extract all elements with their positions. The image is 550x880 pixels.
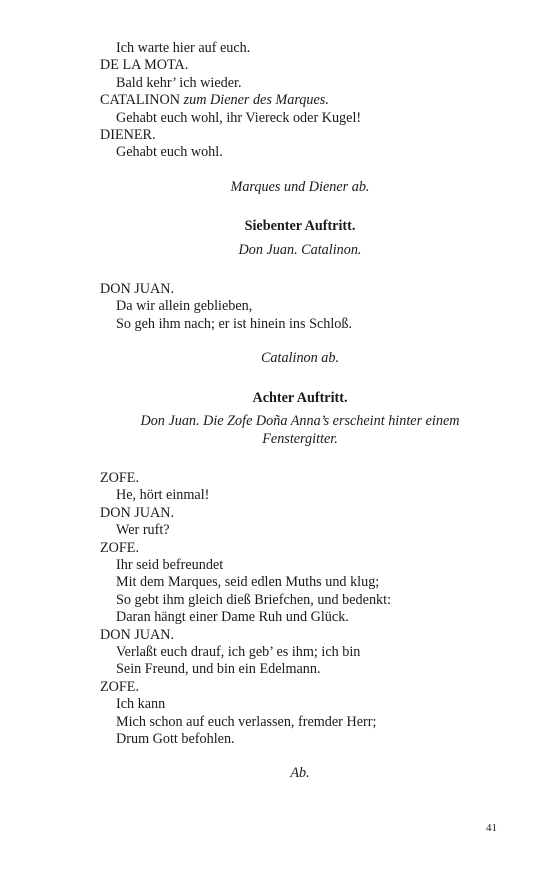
speaker-name: DON JUAN. bbox=[100, 281, 175, 298]
verse-line: He, hört einmal! bbox=[116, 487, 210, 504]
verse-line: Mich schon auf euch verlassen, fremder Herr; bbox=[116, 713, 377, 730]
scene-heading: Achter Auftritt. bbox=[252, 389, 348, 406]
verse-line: Verlaßt euch drauf, ich geb’ es ihm; ich bin bbox=[116, 643, 361, 660]
verse-line: Bald kehr’ ich wieder. bbox=[116, 74, 242, 91]
speaker-name: DON JUAN. bbox=[100, 626, 175, 643]
verse-line: Gehabt euch wohl. bbox=[116, 144, 223, 161]
verse-line: Wer ruft? bbox=[116, 522, 170, 539]
verse-line: Ihr seid befreundet bbox=[116, 556, 224, 573]
speaker-name: ZOFE. bbox=[100, 678, 140, 695]
stage-direction: Ab. bbox=[290, 765, 310, 782]
verse-line: Drum Gott befohlen. bbox=[116, 731, 235, 747]
stage-direction: Marques und Diener ab. bbox=[230, 178, 370, 195]
verse-line: Daran hängt einer Dame Ruh und Glück. bbox=[116, 609, 349, 626]
page-number: 41 bbox=[486, 822, 497, 834]
speaker-name: ZOFE. bbox=[100, 539, 140, 556]
play-text bbox=[100, 40, 500, 783]
speaker-name: ZOFE. bbox=[100, 469, 140, 486]
verse-line: Ich warte hier auf euch. bbox=[116, 40, 251, 56]
scene-characters: Don Juan. Catalinon. bbox=[238, 241, 362, 258]
speaker-with-direction bbox=[100, 92, 500, 109]
speaker-name: DIENER. bbox=[100, 127, 156, 144]
speaker-name: CATALINON bbox=[100, 92, 181, 109]
stage-direction-inline: zum Diener des Marques. bbox=[183, 92, 329, 109]
verse-line: Da wir allein geblieben, bbox=[116, 298, 253, 315]
stage-direction: Catalinon ab. bbox=[260, 350, 340, 367]
scene-characters: Don Juan. Die Zofe Doña Anna’s erscheint hinter einem Fenstergitter. bbox=[140, 413, 460, 447]
verse-line: So geh ihm nach; er ist hinein ins Schloß. bbox=[116, 315, 353, 332]
verse-line: So gebt ihm gleich dieß Briefchen, und bedenkt: bbox=[116, 591, 392, 608]
verse-line: Ich kann bbox=[116, 696, 166, 713]
verse-line: Gehabt euch wohl, ihr Viereck oder Kugel! bbox=[116, 109, 362, 126]
verse-line: Mit dem Marques, seid edlen Muths und klug; bbox=[116, 574, 380, 591]
verse-line: Sein Freund, und bin ein Edelmann. bbox=[116, 661, 321, 678]
speaker-name: DON JUAN. bbox=[100, 504, 175, 521]
speaker-name: DE LA MOTA. bbox=[100, 57, 189, 74]
scene-heading: Siebenter Auftritt. bbox=[244, 218, 356, 235]
